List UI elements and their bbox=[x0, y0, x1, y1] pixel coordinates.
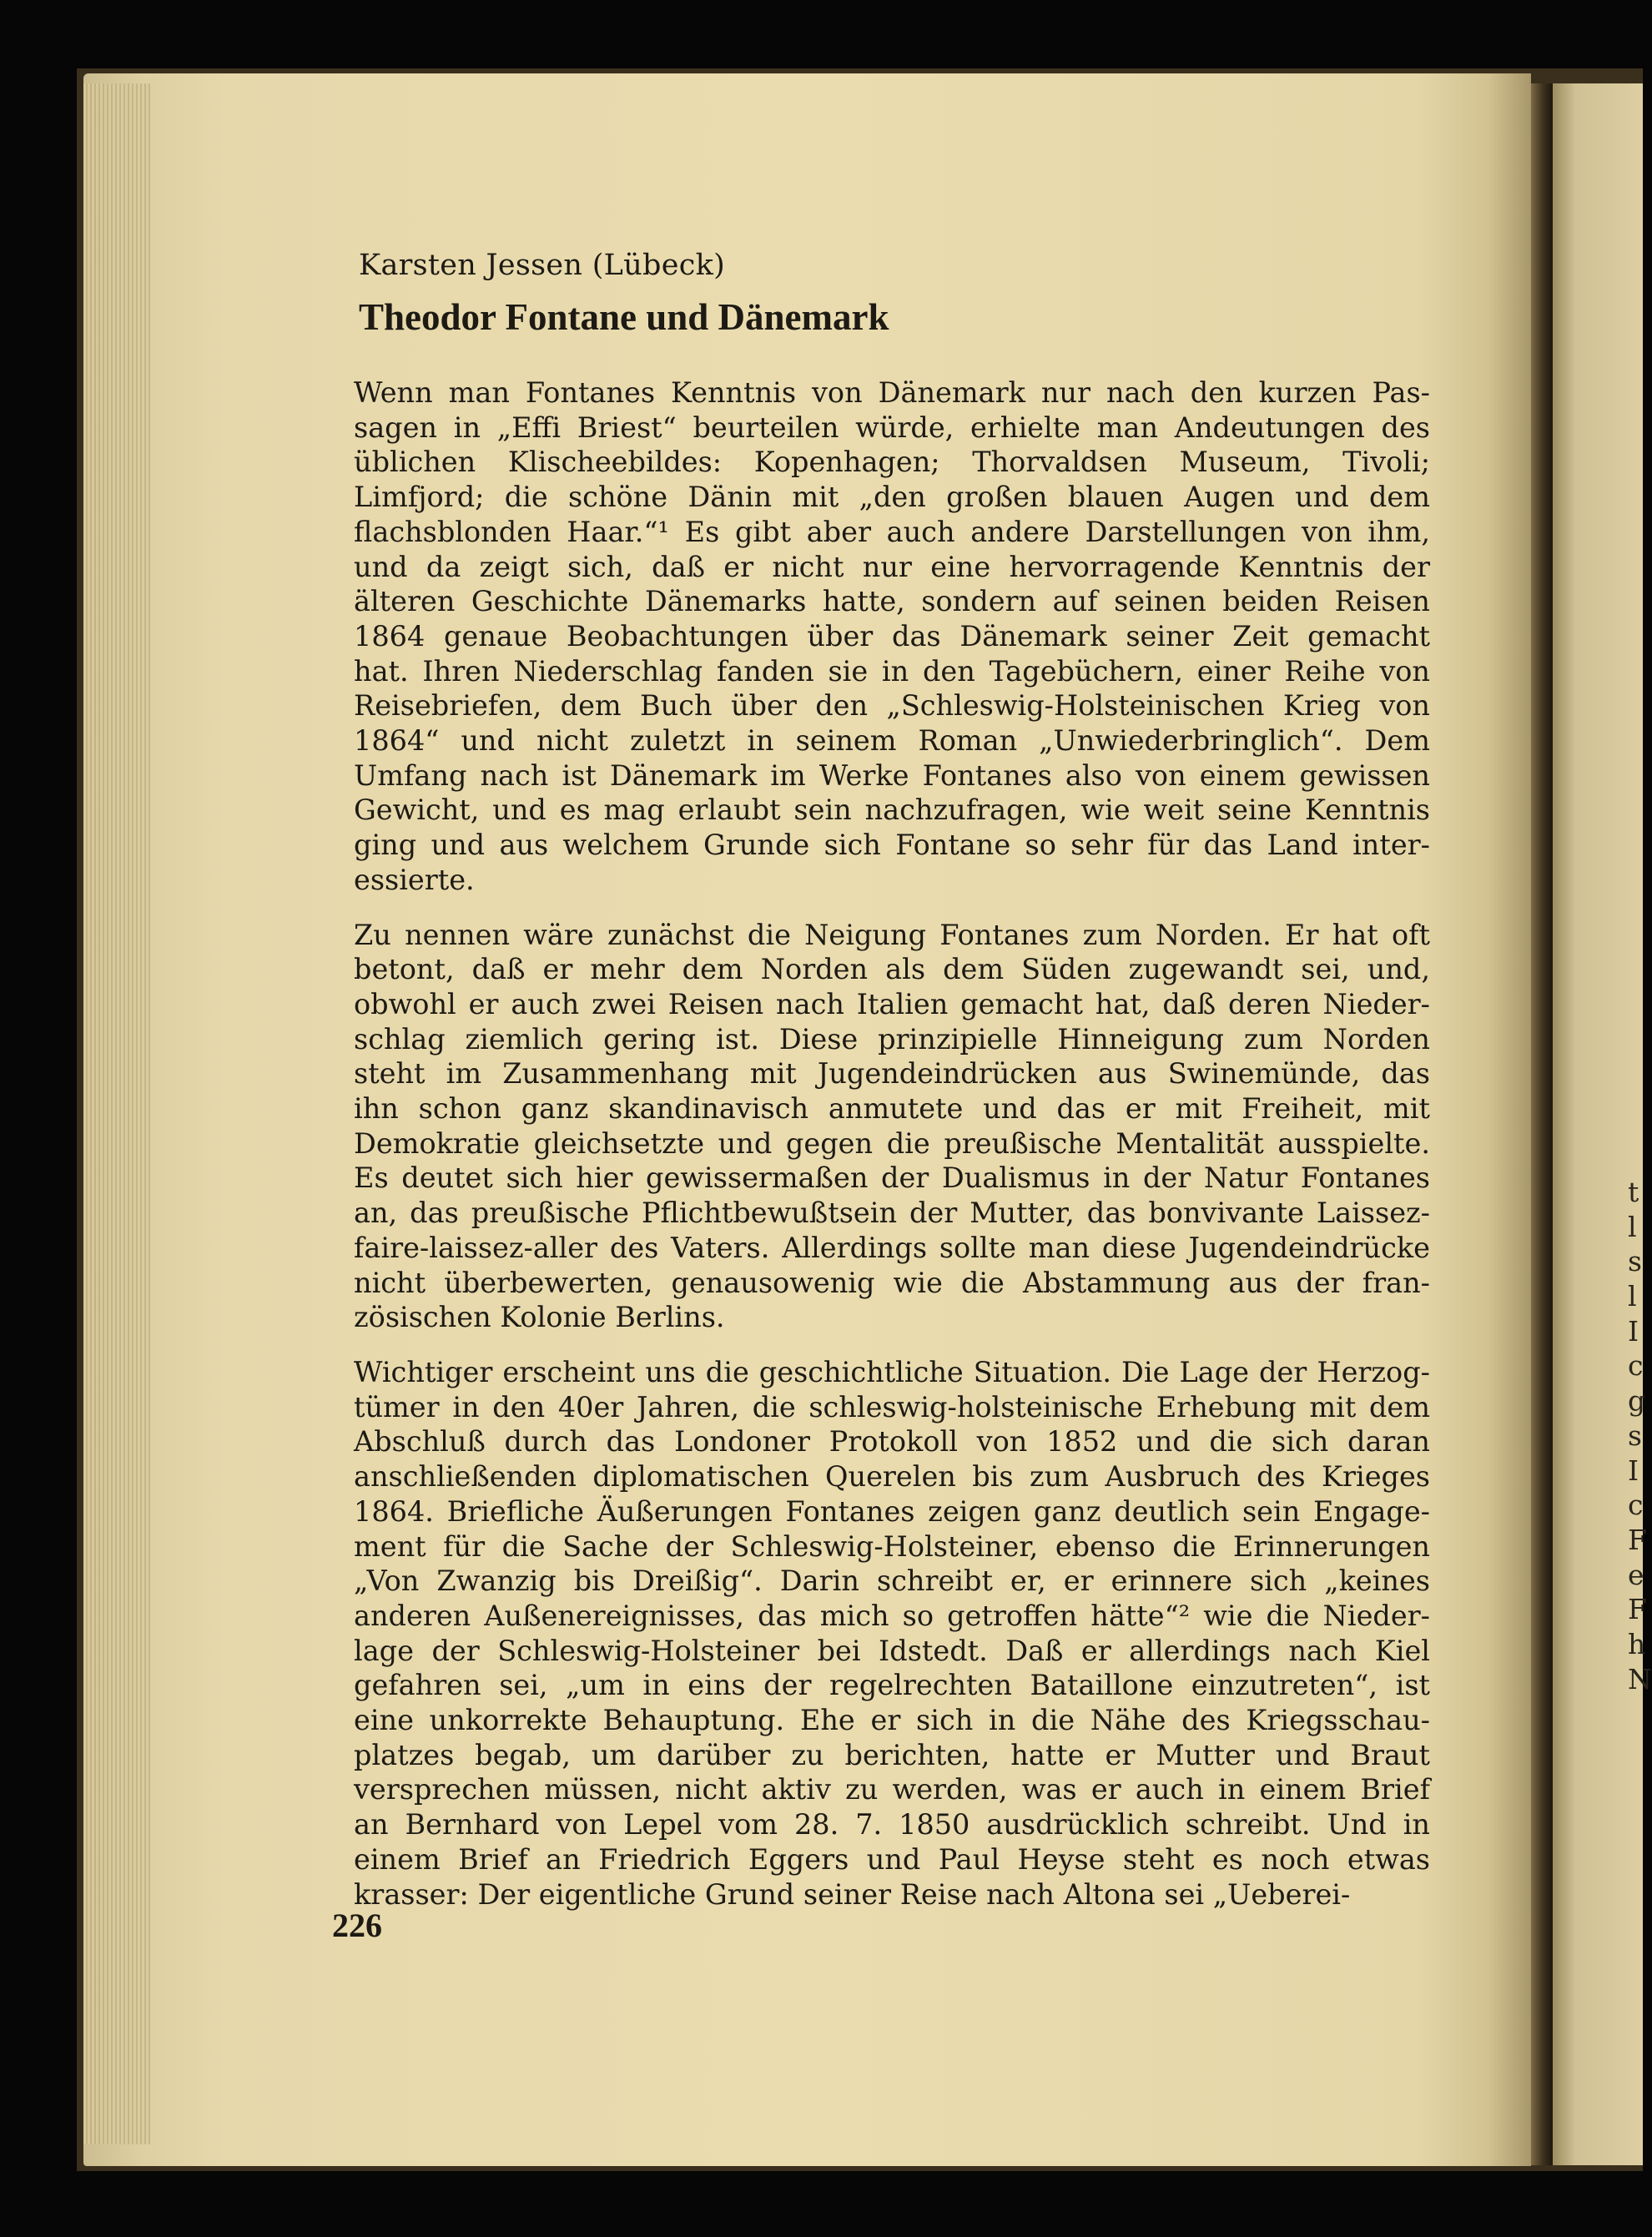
page-edges bbox=[83, 83, 150, 2144]
text-line: 1864. Briefliche Äußerungen Fontanes zeigen ganz deutlich sein Engage- bbox=[354, 1494, 1430, 1528]
text-line: Wenn man Fontanes Kenntnis von Dänemark nur nach den kurzen Pas- bbox=[354, 376, 1430, 409]
text-line: ment für die Sache der Schleswig-Holsteiner, ebenso die Erinnerungen bbox=[354, 1529, 1430, 1563]
text-line: hat. Ihren Niederschlag fanden sie in den Tagebüchern, einer Reihe von bbox=[354, 654, 1430, 688]
text-line: ihn schon ganz skandinavisch anmutete und das er mit Freiheit, mit bbox=[354, 1092, 1430, 1126]
text-line: 1864“ und nicht zuletzt in seinem Roman „Unwiederbringlich“. Dem bbox=[354, 724, 1430, 758]
text-line: „Von Zwanzig bis Dreißig“. Darin schreibt er, er erinnere sich „keines bbox=[354, 1564, 1430, 1598]
facing-page-letter: I bbox=[1628, 1314, 1639, 1348]
text-line: tümer in den 40er Jahren, die schleswig-holsteinische Erhebung mit dem bbox=[354, 1390, 1430, 1423]
text-line: nicht überbewerten, genausowenig wie die Abstammung aus der fran- bbox=[354, 1266, 1430, 1299]
text-line: einem Brief an Friedrich Eggers und Paul Heyse steht es noch etwas bbox=[354, 1842, 1430, 1876]
book-gutter bbox=[1531, 83, 1553, 2165]
facing-page-edge bbox=[1553, 83, 1652, 2165]
facing-page-letter: F bbox=[1628, 1593, 1647, 1626]
facing-page-letter: e bbox=[1628, 1558, 1644, 1591]
facing-page-letter: h bbox=[1628, 1627, 1646, 1660]
text-line: anschließenden diplomatischen Querelen bis zum Ausbruch des Krieges bbox=[354, 1460, 1430, 1494]
facing-page-letter: l bbox=[1628, 1210, 1637, 1243]
paragraph bbox=[354, 1355, 1430, 1912]
facing-page-letter: t bbox=[1628, 1176, 1639, 1208]
text-line: älteren Geschichte Dänemarks hatte, sondern auf seinen beiden Reisen bbox=[354, 585, 1430, 618]
text-line: Zu nennen wäre zunächst die Neigung Fontanes zum Norden. Er hat oft bbox=[354, 918, 1430, 951]
text-line: lage der Schleswig-Holsteiner bei Idstedt. Daß er allerdings nach Kiel bbox=[354, 1634, 1430, 1667]
text-line: flachsblonden Haar.“¹ Es gibt aber auch andere Darstellungen von ihm, bbox=[354, 515, 1430, 548]
author-line: Karsten Jessen (Lübeck) bbox=[359, 249, 726, 282]
article bbox=[354, 247, 1430, 1932]
text-line: 1864 genaue Beobachtungen über das Dänemark seiner Zeit gemacht bbox=[354, 619, 1430, 652]
text-line: platzes begab, um darüber zu berichten, hatte er Mutter und Braut bbox=[354, 1738, 1430, 1771]
text-line: zösischen Kolonie Berlins. bbox=[354, 1301, 725, 1334]
facing-page-letter: N bbox=[1628, 1662, 1652, 1695]
text-line: Umfang nach ist Dänemark im Werke Fontanes also von einem gewissen bbox=[354, 758, 1430, 792]
text-line: und da zeigt sich, daß er nicht nur eine hervorragende Kenntnis der bbox=[354, 550, 1430, 583]
text-line: an Bernhard von Lepel vom 28. 7. 1850 ausdrücklich schreibt. Und in bbox=[354, 1808, 1430, 1841]
text-line: eine unkorrekte Behauptung. Ehe er sich in die Nähe des Kriegsschau- bbox=[354, 1704, 1430, 1737]
text-line: Es deutet sich hier gewissermaßen der Dualismus in der Natur Fontanes bbox=[354, 1161, 1430, 1195]
text-line: betont, daß er mehr dem Norden als dem Süden zugewandt sei, und, bbox=[354, 953, 1430, 986]
facing-page-letter: I bbox=[1628, 1454, 1639, 1487]
text-line: an, das preußische Pflichtbewußtsein der Mutter, das bonvivante Laissez- bbox=[354, 1197, 1430, 1230]
text-line: gefahren sei, „um in eins der regelrechten Bataillone einzutreten“, ist bbox=[354, 1669, 1430, 1702]
text-line: Demokratie gleichsetzte und gegen die preußische Mentalität ausspielte. bbox=[354, 1126, 1430, 1160]
paragraph bbox=[354, 918, 1430, 1335]
text-line: essierte. bbox=[354, 863, 475, 896]
text-line: sagen in „Effi Briest“ beurteilen würde, erhielte man Andeutungen des bbox=[354, 411, 1430, 444]
text-line: obwohl er auch zwei Reisen nach Italien gemacht hat, daß deren Nieder- bbox=[354, 987, 1430, 1020]
facing-page-letter: s bbox=[1628, 1245, 1642, 1278]
text-line: schlag ziemlich gering ist. Diese prinzipielle Hinneigung zum Norden bbox=[354, 1022, 1430, 1056]
text-line: Abschluß durch das Londoner Protokoll von 1852 und die sich daran bbox=[354, 1425, 1430, 1459]
facing-page-text-fragment bbox=[1628, 1175, 1652, 1696]
text-line: ging und aus welchem Grunde sich Fontane so sehr für das Land inter- bbox=[354, 829, 1430, 862]
article-body bbox=[354, 375, 1430, 1912]
facing-page-letter: c bbox=[1628, 1489, 1644, 1522]
text-line: Gewicht, und es mag erlaubt sein nachzufragen, wie weit seine Kenntnis bbox=[354, 794, 1430, 827]
text-line: steht im Zusammenhang mit Jugendeindrücken aus Swinemünde, das bbox=[354, 1057, 1430, 1091]
text-line: Wichtiger erscheint uns die geschichtliche Situation. Die Lage der Herzog- bbox=[354, 1355, 1430, 1388]
paragraph bbox=[354, 375, 1430, 898]
text-line: üblichen Klischeebildes: Kopenhagen; Thorvaldsen Museum, Tivoli; bbox=[354, 446, 1430, 479]
facing-page-letter: l bbox=[1628, 1280, 1637, 1313]
article-title: Theodor Fontane und Dänemark bbox=[359, 296, 889, 338]
facing-page-letter: s bbox=[1628, 1418, 1642, 1452]
facing-page-letter: c bbox=[1628, 1349, 1644, 1383]
text-line: Limfjord; die schöne Dänin mit „den großen blauen Augen und dem bbox=[354, 481, 1430, 514]
text-line: versprechen müssen, nicht aktiv zu werden, was er auch in einem Brief bbox=[354, 1773, 1430, 1806]
facing-page-letter: g bbox=[1628, 1384, 1646, 1418]
page-number: 226 bbox=[332, 1907, 382, 1944]
text-line: krasser: Der eigentliche Grund seiner Reise nach Altona sei „Ueberei- bbox=[354, 1877, 1351, 1911]
text-line: Reisebriefen, dem Buch über den „Schleswig-Holsteinischen Krieg von bbox=[354, 689, 1430, 723]
facing-page-letter: F bbox=[1628, 1523, 1647, 1556]
text-line: faire-laissez-aller des Vaters. Allerdings sollte man diese Jugendeindrücke bbox=[354, 1231, 1430, 1264]
text-line: anderen Außenereignisses, das mich so getroffen hätte“² wie die Nieder- bbox=[354, 1599, 1430, 1632]
